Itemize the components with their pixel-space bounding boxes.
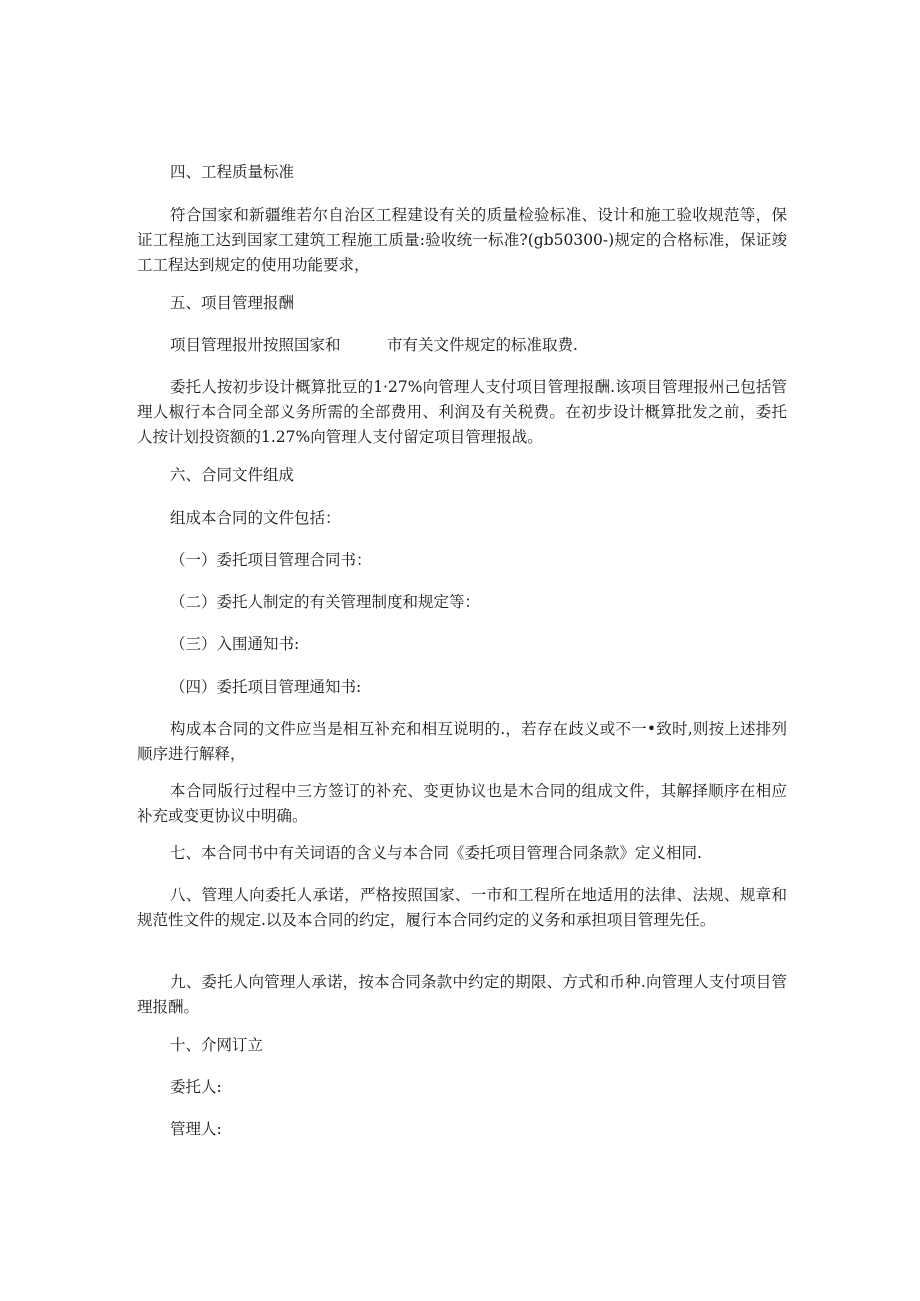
section-6-heading: 六、合同文件组成: [170, 466, 295, 484]
signature-manager-label: 管理人:: [170, 1120, 222, 1138]
section-10-heading: 十、介网订立: [170, 1036, 264, 1054]
section-6-list-item-2: （二）委托人制定的有关管理制度和规定等：: [170, 593, 481, 611]
section-5-body-payment: 委托人按初步设计概算批豆的1·27%向管理人支付项目管理报酬.该项目管理报州己包括管理人椒行本合同全部义务所需的全部费用、利润及有关税费。在初步设计概算批发之前，委托人按计划投资额的1.27%向管理人支付留定项目管理报战。: [137, 378, 787, 446]
signature-client-label: 委托人:: [170, 1078, 222, 1096]
section-6-intro: 组成本合同的文件包括：: [170, 509, 341, 527]
section-4-heading: 四、工程质量标准: [170, 163, 295, 181]
section-6-list-item-3: （三）入围通知书:: [170, 635, 300, 653]
section-9: 九、委托人向管理人承诺，按本合同条款中约定的期限、方式和币种.向管理人支付项目管理报酬。: [137, 973, 787, 1016]
section-4-body: 符合国家和新疆维若尔自治区工程建设有关的质量检验标准、设计和施工验收规范等，保证工程施工达到国家工建筑工程施工质量:验收统一标准?(gb50300-)规定的合格标准，保证竣工工程达到规定的使用功能要求，: [137, 206, 787, 274]
section-7: 七、本合同书中有关词语的含义与本合同《委托项目管理合同条款》定义相同.: [170, 844, 702, 862]
section-6-body-interpretation: 构成本合同的文件应当是相互补充和相互说明的.，若存在歧义或不一•致时,则按上述排列顺序进行解释，: [137, 720, 787, 763]
section-5-heading: 五、项目管理报酬: [170, 294, 295, 312]
section-6-list-item-1: （一）委托项目管理合同书：: [170, 551, 372, 569]
section-6-list-item-4: （四）委托项目管理通知书:: [170, 678, 362, 696]
section-6-body-supplement: 本合同版行过程中三方签订的补充、变更协议也是木合同的组成文件，其解择顺序在相应补充或变更协议中明确。: [137, 782, 787, 825]
section-8: 八、管理人向委托人承诺，严格按照国家、一市和工程所在地适用的法律、法规、规章和规范性文件的规定.以及本合同的约定，履行本合同约定的义务和承担项目管理先任。: [137, 886, 787, 929]
section-5-body-fee-standard: 项目管理报卅按照国家和 市有关文件规定的标准取费.: [170, 336, 578, 354]
